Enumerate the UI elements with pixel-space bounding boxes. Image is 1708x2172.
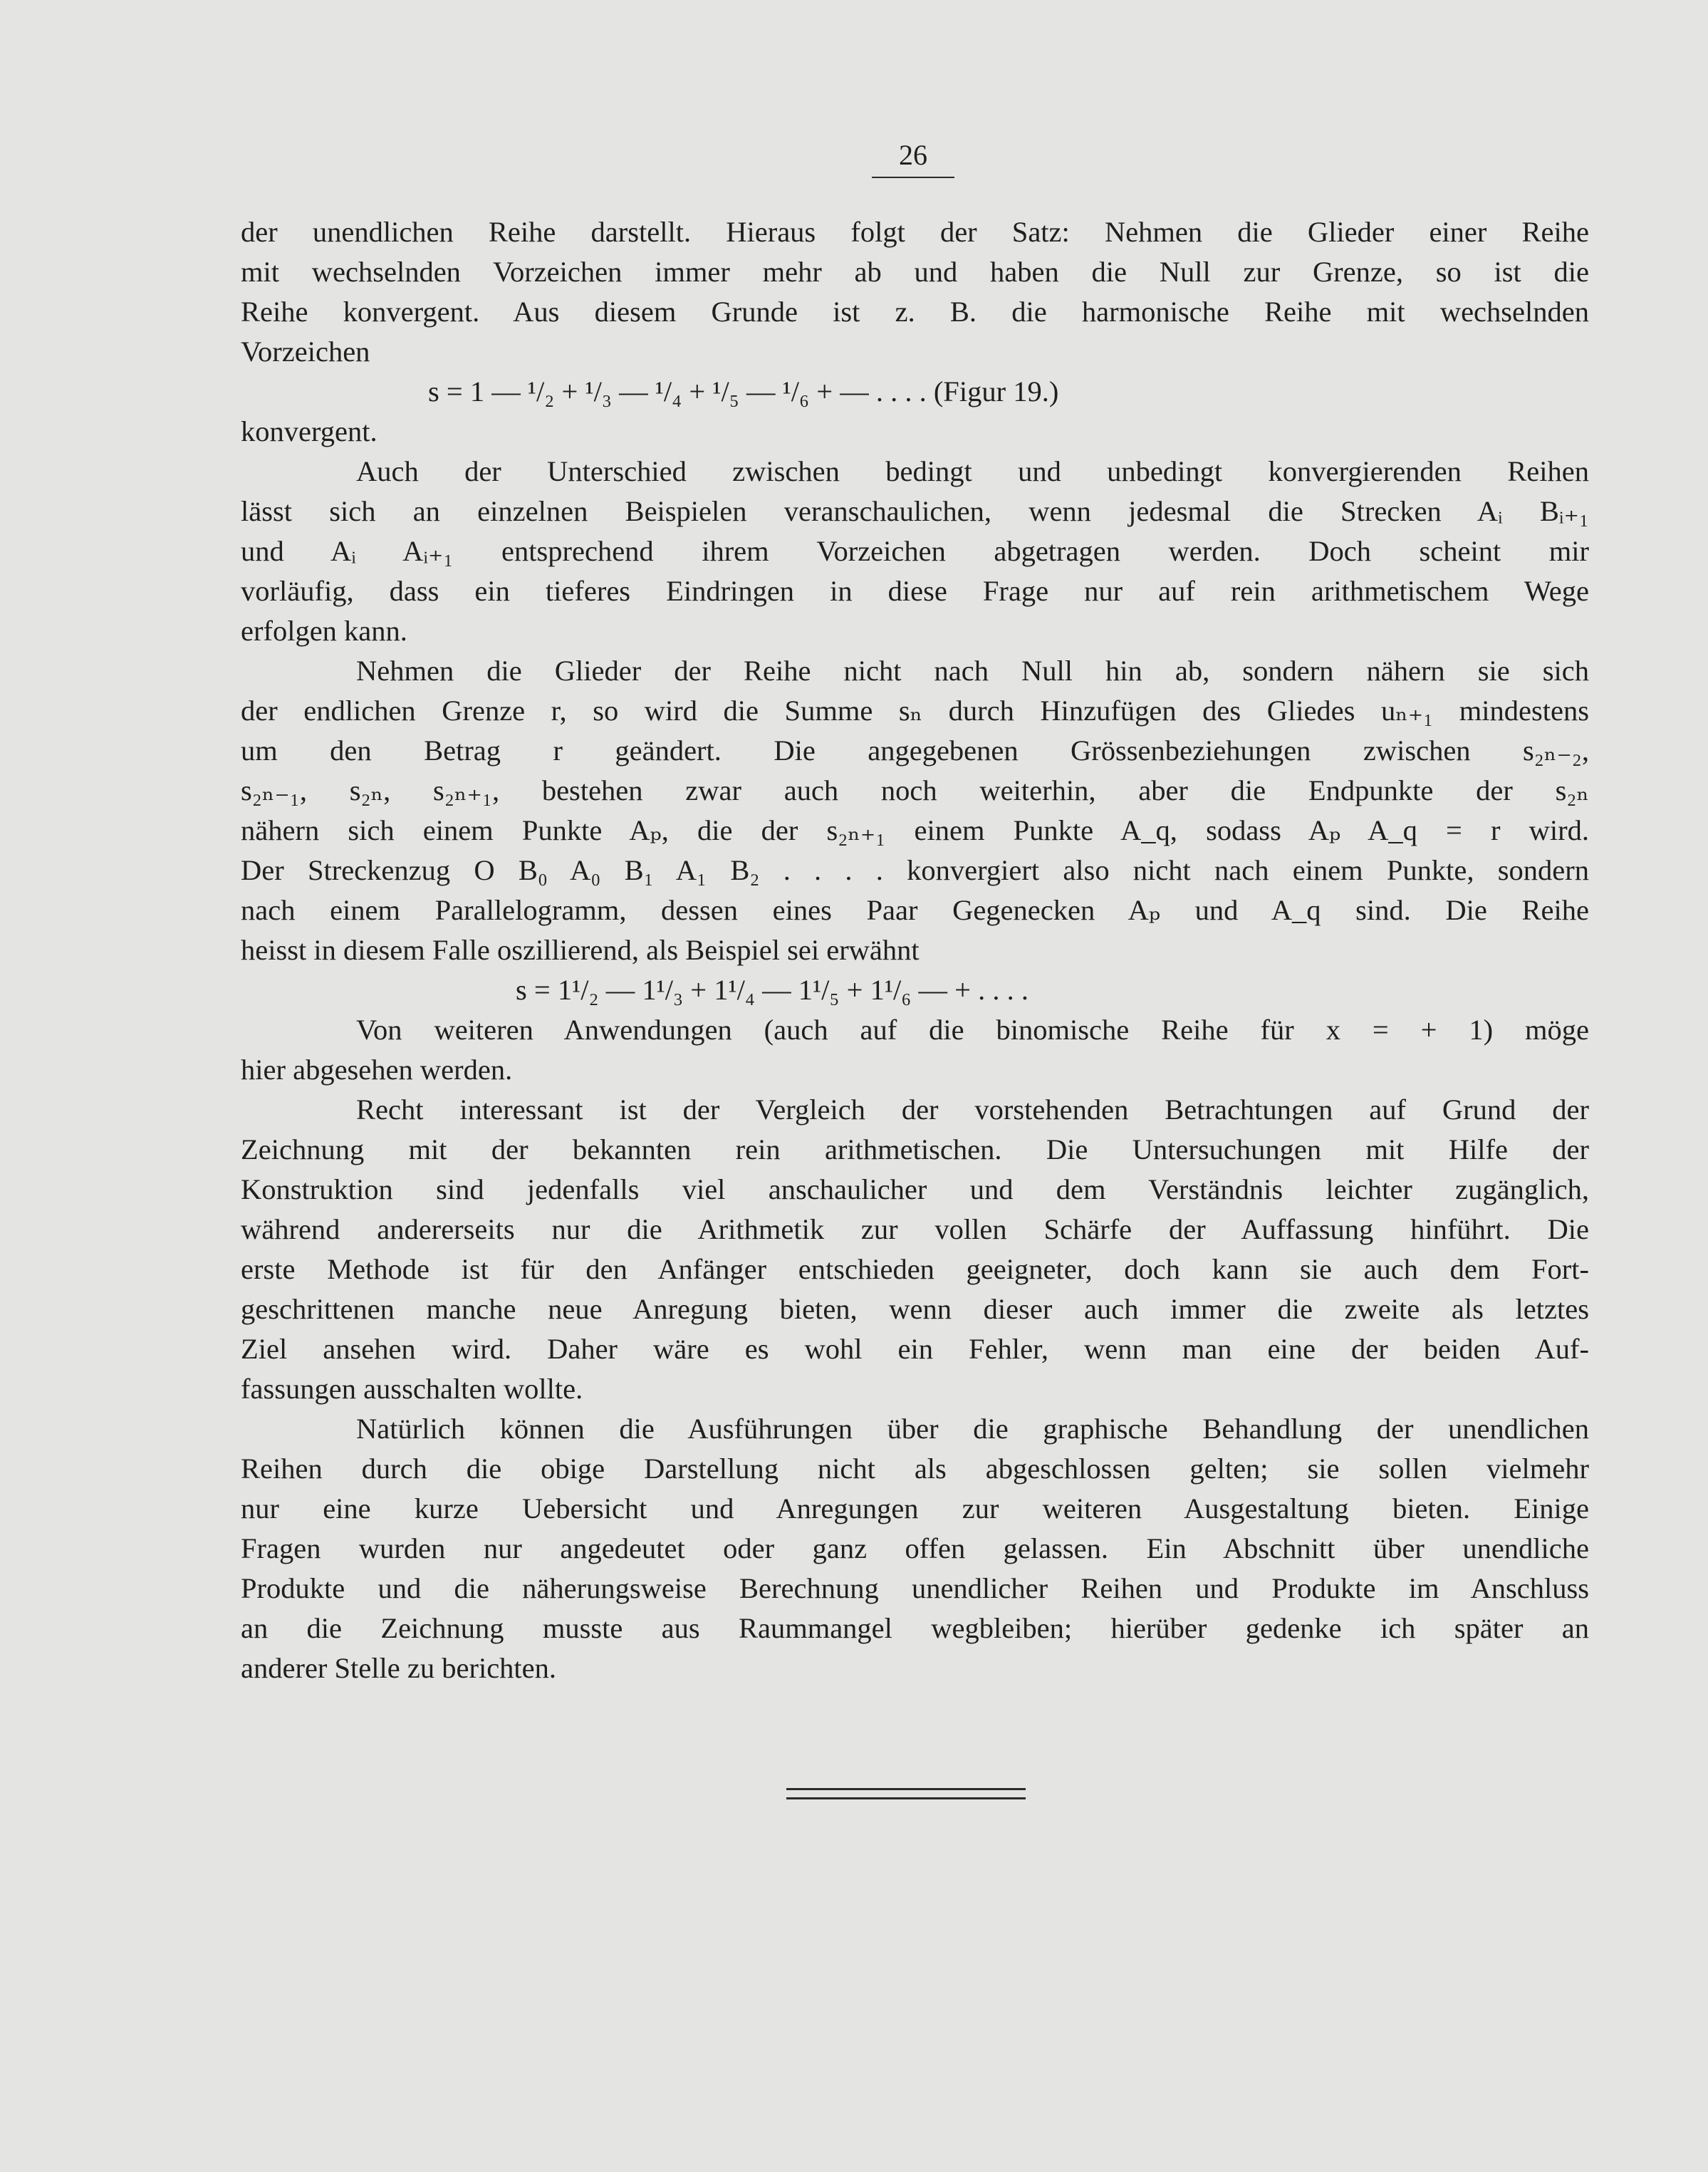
text-line: Reihe konvergent. Aus diesem Grunde ist z. B. die harmonische Reihe mit wechselnden: [241, 296, 1589, 328]
text-line: geschrittenen manche neue Anregung bieten, wenn dieser auch immer die zweite als letztes: [241, 1293, 1589, 1325]
text-line: Fragen wurden nur angedeutet oder ganz offen gelassen. Ein Abschnitt über unendliche: [241, 1532, 1589, 1564]
text-line: nur eine kurze Uebersicht und Anregungen zur weiteren Ausgestaltung bieten. Einige: [241, 1492, 1589, 1524]
formula-harmonic-series: [241, 372, 1589, 412]
text-line: Von weiteren Anwendungen (auch auf die binomische Reihe für x = + 1) möge: [356, 1014, 1589, 1046]
text-line: Der Streckenzug O B₀ A₀ B₁ A₁ B₂ . . . . konvergiert also nicht nach einem Punkte, sondern: [241, 854, 1589, 886]
end-double-rule: [786, 1788, 1026, 1799]
text-line: Vorzeichen: [241, 336, 370, 368]
text-line: während andererseits nur die Arithmetik zur vollen Schärfe der Auffassung hinführt. Die: [241, 1213, 1589, 1245]
text-line: an die Zeichnung musste aus Raummangel wegbleiben; hierüber gedenke ich später an: [241, 1612, 1589, 1644]
text-line: heisst in diesem Falle oszillierend, als Beispiel sei erwähnt: [241, 934, 920, 966]
text-line: erfolgen kann.: [241, 615, 407, 647]
text-line: der unendlichen Reihe darstellt. Hieraus folgt der Satz: Nehmen die Glieder einer Reihe: [241, 216, 1589, 248]
text-line: lässt sich an einzelnen Beispielen veranschaulichen, wenn jedesmal die Strecken Aᵢ Bᵢ₊₁: [241, 495, 1589, 527]
formula-oscillating-series: [241, 970, 1589, 1010]
text-line: anderer Stelle zu berichten.: [241, 1652, 557, 1684]
text-line: Nehmen die Glieder der Reihe nicht nach Null hin ab, sondern nähern sie sich: [356, 655, 1589, 687]
text-line: hier abgesehen werden.: [241, 1054, 513, 1086]
text-line: Ziel ansehen wird. Daher wäre es wohl ein Fehler, wenn man eine der beiden Auf-: [241, 1333, 1589, 1365]
text-line: Reihen durch die obige Darstellung nicht als abgeschlossen gelten; sie sollen vielmehr: [241, 1453, 1589, 1485]
text-line: Auch der Unterschied zwischen bedingt und unbedingt konvergierenden Reihen: [356, 455, 1589, 487]
formula-text: s = 1¹/₂ — 1¹/₃ + 1¹/₄ — 1¹/₅ + 1¹/₆ — + . . . .: [516, 974, 1029, 1006]
text-line: vorläufig, dass ein tieferes Eindringen in diese Frage nur auf rein arithmetischem Wege: [241, 575, 1589, 607]
text-line: Natürlich können die Ausführungen über die graphische Behandlung der unendlichen: [356, 1413, 1589, 1445]
text-line: fassungen ausschalten wollte.: [241, 1373, 583, 1405]
text-line: nach einem Parallelogramm, dessen eines Paar Gegenecken Aₚ und A_q sind. Die Reihe: [241, 894, 1589, 926]
text-line: mit wechselnden Vorzeichen immer mehr ab und haben die Null zur Grenze, so ist die: [241, 256, 1589, 288]
text-line: der endlichen Grenze r, so wird die Summe sₙ durch Hinzufügen des Gliedes uₙ₊₁ mindestens: [241, 695, 1589, 727]
text-line: nähern sich einem Punkte Aₚ, die der s₂ₙ₊₁ einem Punkte A_q, sodass Aₚ A_q = r wird.: [241, 814, 1589, 846]
text-line: Recht interessant ist der Vergleich der vorstehenden Betrachtungen auf Grund der: [356, 1093, 1589, 1126]
text-line: und Aᵢ Aᵢ₊₁ entsprechend ihrem Vorzeichen abgetragen werden. Doch scheint mir: [241, 535, 1589, 567]
body-text: [241, 212, 1589, 1688]
text-line: Zeichnung mit der bekannten rein arithmetischen. Die Untersuchungen mit Hilfe der: [241, 1133, 1589, 1165]
text-line: Produkte und die näherungsweise Berechnung unendlicher Reihen und Produkte im Anschluss: [241, 1572, 1589, 1604]
text-line: um den Betrag r geändert. Die angegebenen Grössenbeziehungen zwischen s₂ₙ₋₂,: [241, 734, 1589, 767]
page-number: 26: [872, 138, 954, 178]
text-line: Konstruktion sind jedenfalls viel anschaulicher und dem Verständnis leichter zugänglich,: [241, 1173, 1589, 1205]
text-line: erste Methode ist für den Anfänger entschieden geeigneter, doch kann sie auch dem Fort-: [241, 1253, 1589, 1285]
text-line: s₂ₙ₋₁, s₂ₙ, s₂ₙ₊₁, bestehen zwar auch noch weiterhin, aber die Endpunkte der s₂ₙ: [241, 774, 1589, 806]
text-line: konvergent.: [241, 415, 377, 447]
formula-text: s = 1 — ¹/₂ + ¹/₃ — ¹/₄ + ¹/₅ — ¹/₆ + — . . . . (Figur 19.): [428, 375, 1059, 407]
